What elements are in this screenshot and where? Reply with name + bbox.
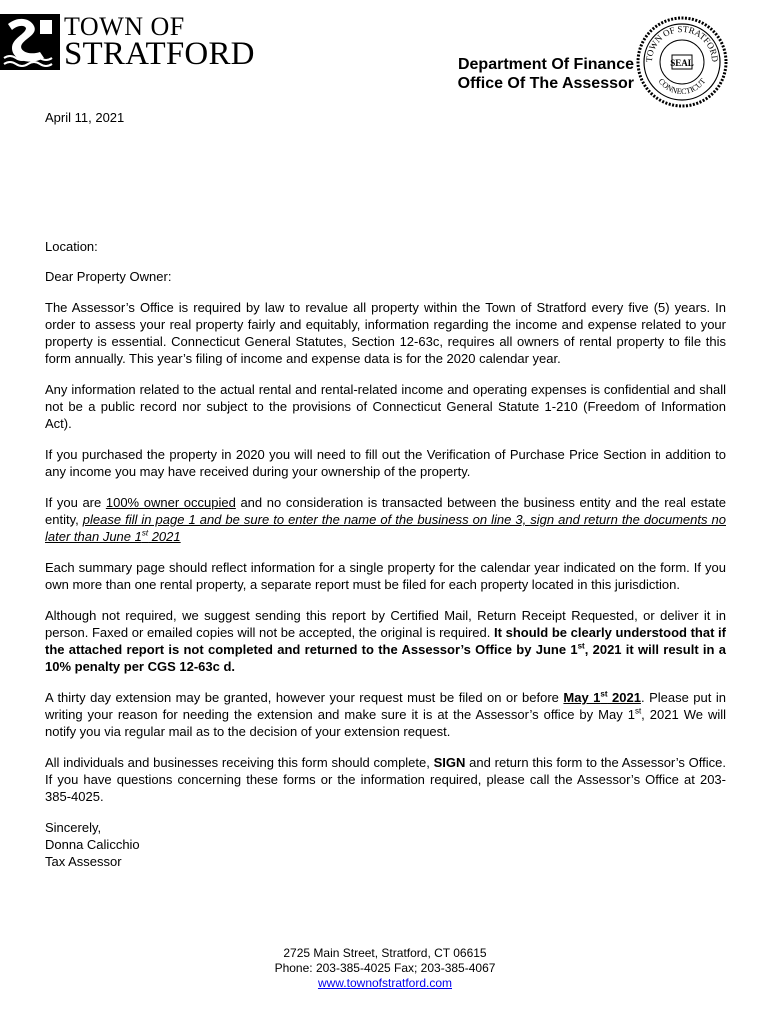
footer-address: 2725 Main Street, Stratford, CT 06615 <box>283 946 487 960</box>
owner-occupied-emphasis: 100% owner occupied <box>105 495 236 510</box>
seal-text-top: TOWN OF STRATFORD <box>643 23 721 63</box>
superscript: st <box>600 689 608 699</box>
closing: Sincerely, <box>45 820 102 835</box>
office-name: Office Of The Assessor <box>457 75 634 92</box>
logo-line-1: TOWN OF <box>64 12 185 41</box>
town-logo-wordmark <box>64 14 255 71</box>
superscript: st <box>634 706 642 716</box>
text: . Please put in writing your reason for needing the extension and make sure it is at the Assessor’s office by May 1 <box>45 690 726 722</box>
department-name: Department Of Finance <box>457 56 634 73</box>
town-seal-icon <box>636 16 728 108</box>
deadline-emphasis <box>563 690 641 705</box>
text: It should be clearly understood that if the attached report is not completed and returned to the Assessor’s Office by June 1 <box>45 625 726 657</box>
text: , 2021 We will notify you via regular mail as to the decision of your extension request. <box>45 707 726 739</box>
letter-footer <box>0 946 770 991</box>
paragraph-contact <box>45 754 726 805</box>
paragraph-confidential: Any information related to the actual rental and rental-related income and operating expenses is confidential and shall not be a public record nor subject to the provisions of Connecticut General Statute 1-210 (Freedom of Information Act). <box>45 382 726 431</box>
paragraph-purchase: If you purchased the property in 2020 you will need to fill out the Verification of Purchase Price Section in addition to any income you may have received during your ownership of the property. <box>45 447 726 479</box>
superscript: st <box>577 641 585 651</box>
letter-date: April 11, 2021 <box>45 110 125 125</box>
sign-emphasis: SIGN <box>433 755 466 770</box>
paragraph-owner-occupied <box>45 494 726 545</box>
text: 2021 <box>148 529 181 544</box>
paragraph-delivery <box>45 607 726 675</box>
text: and no consideration is transacted between the business entity and the real estate entity, <box>45 495 726 527</box>
text: May 1 <box>563 690 601 705</box>
text: 2021 <box>607 690 641 705</box>
paragraph-extension <box>45 689 726 740</box>
signature-block <box>45 819 726 870</box>
department-heading <box>458 55 634 93</box>
logo-line-2: STRATFORD <box>64 36 255 72</box>
town-logo-icon <box>0 14 60 70</box>
paragraph-revaluation: The Assessor’s Office is required by law to revalue all property within the Town of Stratford every five (5) years. In order to assess your real property fairly and equitably, information regarding the income and expense related to your property is essential. Connecticut General Statutes, Section 12-63c, requires all owners of rental property to file this form annually. This year’s filing of income and expense data is for the 2020 calendar year. <box>45 300 726 366</box>
location-label: Location: <box>45 239 98 254</box>
text: , 2021 it will result in a 10% penalty per CGS 12-63c d. <box>45 642 726 674</box>
seal-center-text: SEAL <box>670 58 694 68</box>
text: please fill in page 1 and be sure to enter the name of the business on line 3, sign and return the documents no later than June 1 <box>45 512 726 544</box>
letter-body <box>45 238 726 870</box>
text: Although not required, we suggest sending this report by Certified Mail, Return Receipt Requested, or deliver it in person. Faxed or emailed copies will not be accepted, the original is required. <box>45 608 726 640</box>
paragraph-summary: Each summary page should reflect information for a single property for the calendar year indicated on the form. If you own more than one rental property, a separate report must be filed for each property located in this jurisdiction. <box>45 560 726 592</box>
seal-text-bottom: CONNECTICUT <box>656 76 708 97</box>
svg-text:CONNECTICUT <box>657 77 708 96</box>
footer-phone: Phone: 203-385-4025 Fax; 203-385-4067 <box>274 961 496 975</box>
website-link[interactable]: www.townofstratford.com <box>317 976 453 990</box>
text: If you are <box>45 495 106 510</box>
text: A thirty day extension may be granted, however your request must be filed on or before <box>45 690 564 705</box>
text: All individuals and businesses receiving this form should complete, <box>45 755 434 770</box>
salutation: Dear Property Owner: <box>45 269 172 284</box>
superscript: st <box>141 528 149 538</box>
instruction-emphasis <box>45 512 726 544</box>
signer-name: Donna Calicchio <box>45 837 140 852</box>
signer-title: Tax Assessor <box>45 854 122 869</box>
text: and return this form to the Assessor’s Office. If you have questions concerning these forms or the information required, please call the Assessor’s Office at 203-385-4025. <box>45 755 726 804</box>
